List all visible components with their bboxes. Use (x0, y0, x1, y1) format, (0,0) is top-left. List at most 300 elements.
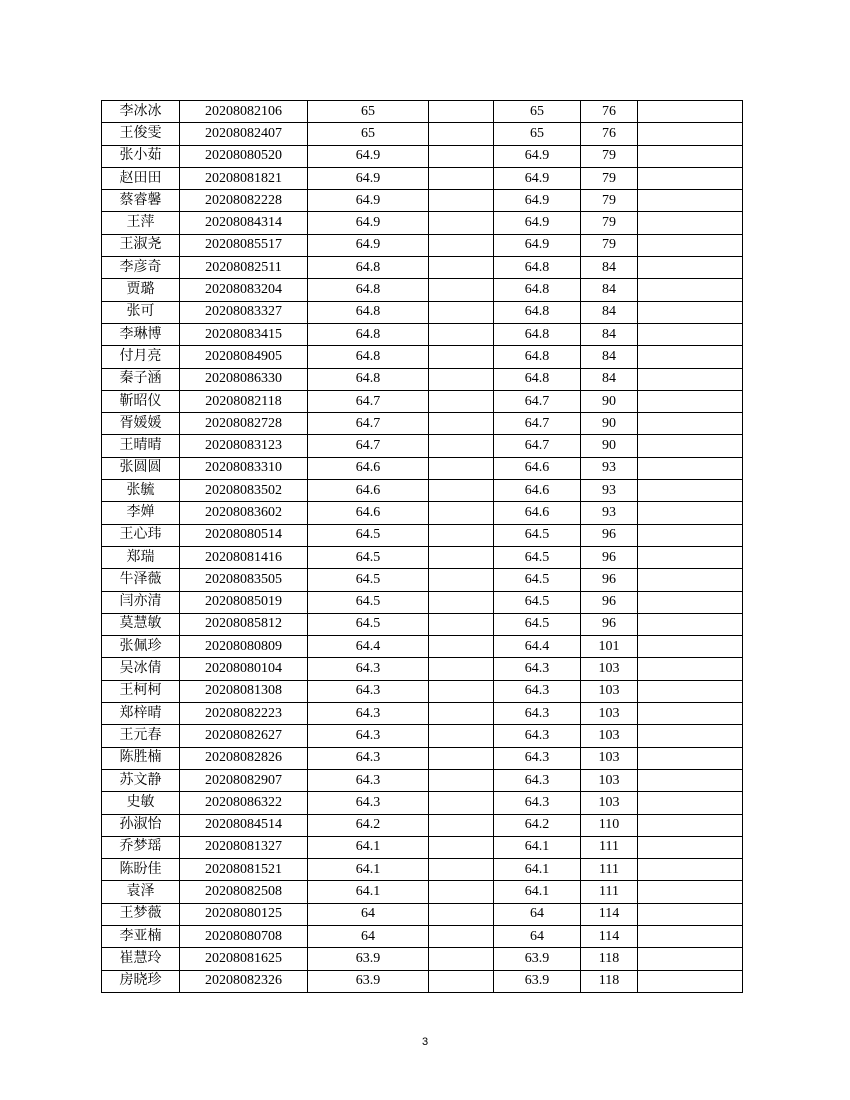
table-row (102, 323, 743, 345)
extra-score-cell (429, 257, 494, 279)
table-row (102, 123, 743, 145)
note-cell (638, 435, 743, 457)
exam-id-cell: 20208082728 (180, 413, 308, 435)
exam-id-cell: 20208080514 (180, 524, 308, 546)
written-score-cell: 64.3 (308, 658, 429, 680)
name-cell: 靳昭仪 (102, 390, 180, 412)
extra-score-cell (429, 368, 494, 390)
exam-id-cell: 20208081327 (180, 836, 308, 858)
exam-id-cell: 20208082826 (180, 747, 308, 769)
total-score-cell: 64 (494, 903, 581, 925)
total-score-cell: 64.9 (494, 145, 581, 167)
written-score-cell: 64.8 (308, 301, 429, 323)
total-score-cell: 64.4 (494, 636, 581, 658)
extra-score-cell (429, 301, 494, 323)
name-cell: 郑瑞 (102, 546, 180, 568)
note-cell (638, 279, 743, 301)
name-cell: 王柯柯 (102, 680, 180, 702)
table-row (102, 368, 743, 390)
written-score-cell: 64.1 (308, 836, 429, 858)
name-cell: 李冰冰 (102, 101, 180, 123)
name-cell: 蔡睿馨 (102, 190, 180, 212)
extra-score-cell (429, 569, 494, 591)
rank-cell: 79 (581, 234, 638, 256)
extra-score-cell (429, 925, 494, 947)
table-row (102, 167, 743, 189)
exam-id-cell: 20208083204 (180, 279, 308, 301)
total-score-cell: 64.8 (494, 279, 581, 301)
exam-id-cell: 20208083502 (180, 480, 308, 502)
note-cell (638, 101, 743, 123)
total-score-cell: 64.7 (494, 413, 581, 435)
total-score-cell: 64.7 (494, 390, 581, 412)
page-number: 3 (421, 1036, 429, 1048)
table-row (102, 413, 743, 435)
note-cell (638, 948, 743, 970)
note-cell (638, 323, 743, 345)
rank-cell: 93 (581, 480, 638, 502)
rank-cell: 103 (581, 703, 638, 725)
note-cell (638, 836, 743, 858)
extra-score-cell (429, 814, 494, 836)
extra-score-cell (429, 279, 494, 301)
score-table (101, 100, 743, 993)
table-row (102, 190, 743, 212)
note-cell (638, 859, 743, 881)
name-cell: 秦子涵 (102, 368, 180, 390)
note-cell (638, 524, 743, 546)
rank-cell: 103 (581, 658, 638, 680)
name-cell: 张毓 (102, 480, 180, 502)
written-score-cell: 64.1 (308, 859, 429, 881)
table-row (102, 636, 743, 658)
rank-cell: 110 (581, 814, 638, 836)
written-score-cell: 64.5 (308, 569, 429, 591)
rank-cell: 103 (581, 792, 638, 814)
written-score-cell: 64.6 (308, 457, 429, 479)
note-cell (638, 725, 743, 747)
extra-score-cell (429, 859, 494, 881)
total-score-cell: 64.8 (494, 301, 581, 323)
total-score-cell: 64.3 (494, 680, 581, 702)
note-cell (638, 658, 743, 680)
name-cell: 牛泽薇 (102, 569, 180, 591)
rank-cell: 93 (581, 502, 638, 524)
written-score-cell: 64.9 (308, 145, 429, 167)
total-score-cell: 64.6 (494, 480, 581, 502)
table-row (102, 390, 743, 412)
extra-score-cell (429, 792, 494, 814)
exam-id-cell: 20208081308 (180, 680, 308, 702)
rank-cell: 96 (581, 569, 638, 591)
extra-score-cell (429, 725, 494, 747)
total-score-cell: 64.9 (494, 190, 581, 212)
note-cell (638, 123, 743, 145)
table-row (102, 925, 743, 947)
note-cell (638, 546, 743, 568)
written-score-cell: 64.8 (308, 279, 429, 301)
note-cell (638, 881, 743, 903)
note-cell (638, 792, 743, 814)
extra-score-cell (429, 234, 494, 256)
note-cell (638, 502, 743, 524)
rank-cell: 79 (581, 145, 638, 167)
note-cell (638, 591, 743, 613)
rank-cell: 96 (581, 546, 638, 568)
extra-score-cell (429, 524, 494, 546)
name-cell: 付月亮 (102, 346, 180, 368)
name-cell: 王晴晴 (102, 435, 180, 457)
rank-cell: 84 (581, 279, 638, 301)
extra-score-cell (429, 435, 494, 457)
rank-cell: 103 (581, 680, 638, 702)
table-row (102, 257, 743, 279)
table-row (102, 703, 743, 725)
total-score-cell: 64.3 (494, 725, 581, 747)
rank-cell: 101 (581, 636, 638, 658)
table-row (102, 836, 743, 858)
rank-cell: 84 (581, 368, 638, 390)
exam-id-cell: 20208082627 (180, 725, 308, 747)
extra-score-cell (429, 101, 494, 123)
total-score-cell: 64.8 (494, 368, 581, 390)
note-cell (638, 747, 743, 769)
total-score-cell: 65 (494, 123, 581, 145)
written-score-cell: 64.5 (308, 613, 429, 635)
extra-score-cell (429, 769, 494, 791)
extra-score-cell (429, 680, 494, 702)
name-cell: 闫亦清 (102, 591, 180, 613)
name-cell: 苏文静 (102, 769, 180, 791)
table-row (102, 145, 743, 167)
note-cell (638, 390, 743, 412)
table-row (102, 234, 743, 256)
table-row (102, 725, 743, 747)
rank-cell: 84 (581, 323, 638, 345)
total-score-cell: 64.6 (494, 457, 581, 479)
written-score-cell: 64.6 (308, 480, 429, 502)
written-score-cell: 64.3 (308, 703, 429, 725)
name-cell: 李琳博 (102, 323, 180, 345)
written-score-cell: 64.7 (308, 390, 429, 412)
written-score-cell: 64.9 (308, 212, 429, 234)
extra-score-cell (429, 903, 494, 925)
table-row (102, 658, 743, 680)
extra-score-cell (429, 881, 494, 903)
name-cell: 张可 (102, 301, 180, 323)
note-cell (638, 680, 743, 702)
written-score-cell: 63.9 (308, 970, 429, 992)
table-row (102, 859, 743, 881)
extra-score-cell (429, 636, 494, 658)
note-cell (638, 814, 743, 836)
extra-score-cell (429, 457, 494, 479)
note-cell (638, 903, 743, 925)
extra-score-cell (429, 546, 494, 568)
note-cell (638, 212, 743, 234)
exam-id-cell: 20208084314 (180, 212, 308, 234)
extra-score-cell (429, 658, 494, 680)
name-cell: 陈胜楠 (102, 747, 180, 769)
table-row (102, 346, 743, 368)
table-row (102, 435, 743, 457)
table-row (102, 569, 743, 591)
written-score-cell: 64.9 (308, 167, 429, 189)
name-cell: 乔梦瑶 (102, 836, 180, 858)
name-cell: 贾璐 (102, 279, 180, 301)
note-cell (638, 167, 743, 189)
extra-score-cell (429, 167, 494, 189)
name-cell: 赵田田 (102, 167, 180, 189)
exam-id-cell: 20208082118 (180, 390, 308, 412)
exam-id-cell: 20208083327 (180, 301, 308, 323)
rank-cell: 90 (581, 390, 638, 412)
extra-score-cell (429, 502, 494, 524)
extra-score-cell (429, 190, 494, 212)
note-cell (638, 703, 743, 725)
name-cell: 胥媛媛 (102, 413, 180, 435)
name-cell: 吴冰倩 (102, 658, 180, 680)
total-score-cell: 64.5 (494, 591, 581, 613)
exam-id-cell: 20208083602 (180, 502, 308, 524)
total-score-cell: 64.1 (494, 881, 581, 903)
total-score-cell: 63.9 (494, 948, 581, 970)
extra-score-cell (429, 970, 494, 992)
written-score-cell: 64.8 (308, 346, 429, 368)
name-cell: 袁泽 (102, 881, 180, 903)
name-cell: 史敏 (102, 792, 180, 814)
rank-cell: 79 (581, 190, 638, 212)
exam-id-cell: 20208081625 (180, 948, 308, 970)
exam-id-cell: 20208082508 (180, 881, 308, 903)
note-cell (638, 190, 743, 212)
exam-id-cell: 20208085517 (180, 234, 308, 256)
rank-cell: 79 (581, 167, 638, 189)
written-score-cell: 64 (308, 925, 429, 947)
table-row (102, 457, 743, 479)
note-cell (638, 480, 743, 502)
written-score-cell: 64.5 (308, 591, 429, 613)
exam-id-cell: 20208082907 (180, 769, 308, 791)
exam-id-cell: 20208086322 (180, 792, 308, 814)
rank-cell: 96 (581, 613, 638, 635)
exam-id-cell: 20208083505 (180, 569, 308, 591)
extra-score-cell (429, 390, 494, 412)
exam-id-cell: 20208085812 (180, 613, 308, 635)
rank-cell: 90 (581, 435, 638, 457)
extra-score-cell (429, 480, 494, 502)
written-score-cell: 64.8 (308, 368, 429, 390)
name-cell: 王萍 (102, 212, 180, 234)
table-row (102, 591, 743, 613)
total-score-cell: 64.2 (494, 814, 581, 836)
note-cell (638, 636, 743, 658)
note-cell (638, 569, 743, 591)
rank-cell: 103 (581, 769, 638, 791)
exam-id-cell: 20208082326 (180, 970, 308, 992)
name-cell: 李亚楠 (102, 925, 180, 947)
table-row (102, 948, 743, 970)
extra-score-cell (429, 747, 494, 769)
name-cell: 李婵 (102, 502, 180, 524)
written-score-cell: 64.1 (308, 881, 429, 903)
name-cell: 王心玮 (102, 524, 180, 546)
extra-score-cell (429, 836, 494, 858)
name-cell: 王梦薇 (102, 903, 180, 925)
exam-id-cell: 20208080809 (180, 636, 308, 658)
total-score-cell: 64.9 (494, 234, 581, 256)
total-score-cell: 64.5 (494, 546, 581, 568)
rank-cell: 103 (581, 725, 638, 747)
name-cell: 李彦奇 (102, 257, 180, 279)
name-cell: 房晓珍 (102, 970, 180, 992)
exam-id-cell: 20208084905 (180, 346, 308, 368)
rank-cell: 90 (581, 413, 638, 435)
extra-score-cell (429, 123, 494, 145)
note-cell (638, 346, 743, 368)
rank-cell: 114 (581, 903, 638, 925)
total-score-cell: 64.6 (494, 502, 581, 524)
exam-id-cell: 20208081821 (180, 167, 308, 189)
note-cell (638, 368, 743, 390)
rank-cell: 84 (581, 346, 638, 368)
extra-score-cell (429, 591, 494, 613)
note-cell (638, 301, 743, 323)
written-score-cell: 64.3 (308, 747, 429, 769)
exam-id-cell: 20208080520 (180, 145, 308, 167)
name-cell: 陈盼佳 (102, 859, 180, 881)
total-score-cell: 64.8 (494, 257, 581, 279)
table-row (102, 680, 743, 702)
total-score-cell: 64 (494, 925, 581, 947)
extra-score-cell (429, 613, 494, 635)
total-score-cell: 65 (494, 101, 581, 123)
total-score-cell: 63.9 (494, 970, 581, 992)
rank-cell: 93 (581, 457, 638, 479)
written-score-cell: 64.7 (308, 413, 429, 435)
exam-id-cell: 20208082106 (180, 101, 308, 123)
table-row (102, 524, 743, 546)
written-score-cell: 65 (308, 123, 429, 145)
table-row (102, 970, 743, 992)
written-score-cell: 64.7 (308, 435, 429, 457)
rank-cell: 76 (581, 123, 638, 145)
exam-id-cell: 20208081416 (180, 546, 308, 568)
table-row (102, 747, 743, 769)
exam-id-cell: 20208083123 (180, 435, 308, 457)
written-score-cell: 64.3 (308, 680, 429, 702)
written-score-cell: 64.6 (308, 502, 429, 524)
written-score-cell: 64.8 (308, 323, 429, 345)
rank-cell: 96 (581, 591, 638, 613)
note-cell (638, 613, 743, 635)
total-score-cell: 64.5 (494, 569, 581, 591)
total-score-cell: 64.8 (494, 323, 581, 345)
total-score-cell: 64.3 (494, 747, 581, 769)
total-score-cell: 64.7 (494, 435, 581, 457)
rank-cell: 76 (581, 101, 638, 123)
extra-score-cell (429, 145, 494, 167)
written-score-cell: 64.3 (308, 769, 429, 791)
total-score-cell: 64.1 (494, 836, 581, 858)
exam-id-cell: 20208082511 (180, 257, 308, 279)
name-cell: 张小茹 (102, 145, 180, 167)
total-score-cell: 64.5 (494, 613, 581, 635)
note-cell (638, 145, 743, 167)
written-score-cell: 64.8 (308, 257, 429, 279)
table-row (102, 546, 743, 568)
extra-score-cell (429, 212, 494, 234)
table-row (102, 792, 743, 814)
rank-cell: 111 (581, 836, 638, 858)
written-score-cell: 65 (308, 101, 429, 123)
table-row (102, 480, 743, 502)
exam-id-cell: 20208086330 (180, 368, 308, 390)
exam-id-cell: 20208083415 (180, 323, 308, 345)
table-row (102, 301, 743, 323)
exam-id-cell: 20208082407 (180, 123, 308, 145)
written-score-cell: 64.4 (308, 636, 429, 658)
rank-cell: 111 (581, 859, 638, 881)
written-score-cell: 64.2 (308, 814, 429, 836)
name-cell: 王俊雯 (102, 123, 180, 145)
rank-cell: 118 (581, 948, 638, 970)
name-cell: 王元春 (102, 725, 180, 747)
rank-cell: 84 (581, 301, 638, 323)
total-score-cell: 64.3 (494, 769, 581, 791)
name-cell: 郑梓晴 (102, 703, 180, 725)
note-cell (638, 413, 743, 435)
exam-id-cell: 20208080125 (180, 903, 308, 925)
exam-id-cell: 20208082228 (180, 190, 308, 212)
extra-score-cell (429, 413, 494, 435)
written-score-cell: 64.9 (308, 190, 429, 212)
name-cell: 孙淑怡 (102, 814, 180, 836)
total-score-cell: 64.5 (494, 524, 581, 546)
table-row (102, 212, 743, 234)
written-score-cell: 64.3 (308, 792, 429, 814)
table-row (102, 881, 743, 903)
name-cell: 崔慧玲 (102, 948, 180, 970)
rank-cell: 118 (581, 970, 638, 992)
written-score-cell: 64 (308, 903, 429, 925)
exam-id-cell: 20208083310 (180, 457, 308, 479)
extra-score-cell (429, 323, 494, 345)
table-row (102, 101, 743, 123)
rank-cell: 96 (581, 524, 638, 546)
exam-id-cell: 20208080104 (180, 658, 308, 680)
note-cell (638, 457, 743, 479)
name-cell: 莫慧敏 (102, 613, 180, 635)
written-score-cell: 64.5 (308, 546, 429, 568)
name-cell: 王淑尧 (102, 234, 180, 256)
table-row (102, 769, 743, 791)
extra-score-cell (429, 346, 494, 368)
rank-cell: 114 (581, 925, 638, 947)
exam-id-cell: 20208080708 (180, 925, 308, 947)
note-cell (638, 925, 743, 947)
exam-id-cell: 20208085019 (180, 591, 308, 613)
total-score-cell: 64.9 (494, 167, 581, 189)
written-score-cell: 64.3 (308, 725, 429, 747)
total-score-cell: 64.8 (494, 346, 581, 368)
total-score-cell: 64.3 (494, 703, 581, 725)
rank-cell: 111 (581, 881, 638, 903)
total-score-cell: 64.1 (494, 859, 581, 881)
note-cell (638, 769, 743, 791)
total-score-cell: 64.3 (494, 792, 581, 814)
note-cell (638, 970, 743, 992)
